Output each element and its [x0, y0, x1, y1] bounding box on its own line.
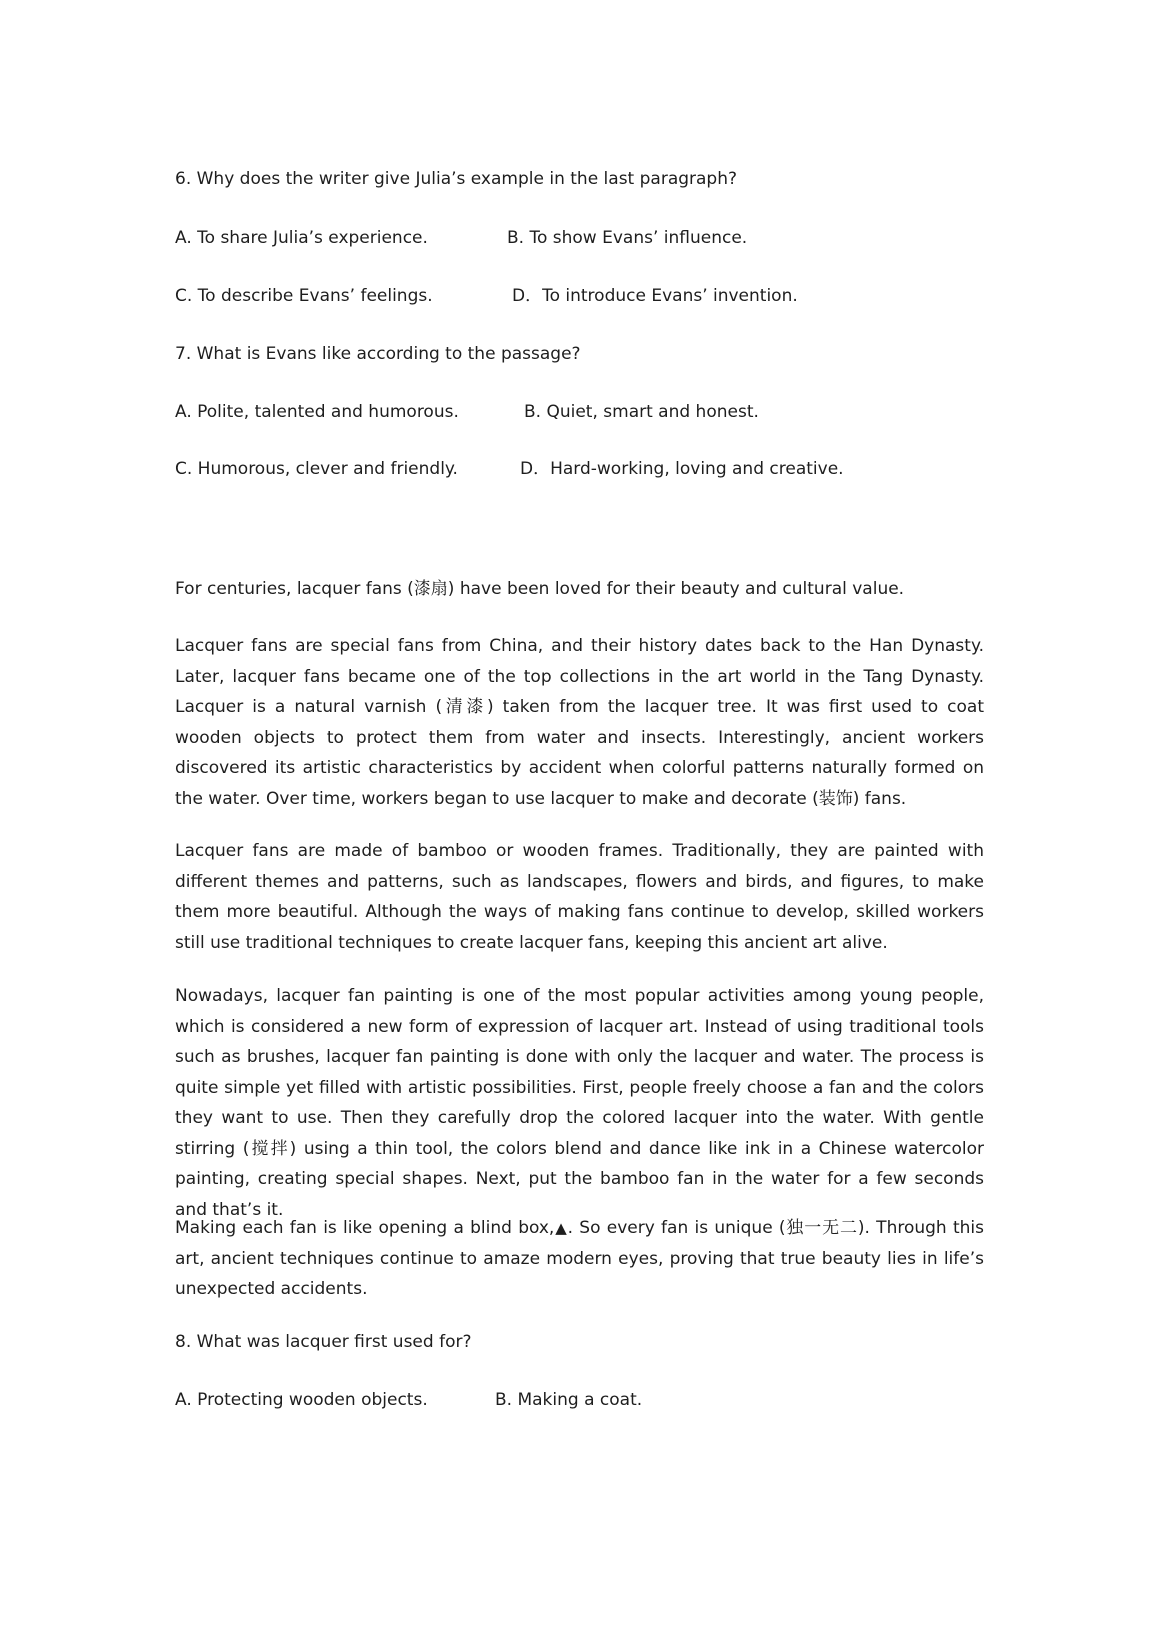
q7-option-d: D．Hard-working, loving and creative. [520, 459, 844, 479]
q7-option-c: C. Humorous, clever and friendly. [175, 459, 458, 479]
answer-blank: ▲ [554, 1219, 568, 1237]
passage-paragraph-4: Nowadays, lacquer fan painting is one of the most popular activities among young people, which is considered a new form of expression of lacquer art. Instead of using traditional tools such as brushes, lacquer fan painting is done with only the lacquer and water. The process is quite simple yet filled with artistic possibilities. First, people freely choose a fan and the colors they want to use. Then they carefully drop the colored lacquer into the water. With gentle stirring (搅拌) using a thin tool, the colors blend and dance like ink in a Chinese watercolor painting, creating special shapes. Next, put the bamboo fan in the water for a few seconds and that’s it. [175, 986, 984, 1220]
q7-option-a: A. Polite, talented and humorous. [175, 402, 459, 422]
question-7: 7. What is Evans like according to the passage? [175, 344, 581, 364]
passage-paragraph-3: Lacquer fans are made of bamboo or wooden frames. Traditionally, they are painted with different themes and patterns, such as landscapes, flowers and birds, and figures, to make them more beautiful. Although the ways of making fans continue to develop, skilled workers still use traditional techniques to create lacquer fans, keeping this ancient art alive. [175, 841, 984, 953]
q7-option-b: B. Quiet, smart and honest. [524, 402, 759, 422]
q8-option-a: A. Protecting wooden objects. [175, 1390, 428, 1410]
q6-option-d: D．To introduce Evans’ invention. [512, 286, 798, 306]
passage-paragraph-2: Lacquer fans are special fans from China, and their history dates back to the Han Dynasty. Later, lacquer fans became one of the top collections in the art world in the Tang Dynasty. Lacquer is a natural varnish (清漆) taken from the lacquer tree. It was first used to coat wooden objects to protect them from water and insects. Interestingly, ancient workers discovered its artistic characteristics by accident when colorful patterns naturally formed on the water. Over time, workers began to use lacquer to make and decorate (装饰) fans. [175, 636, 984, 809]
q6-option-a: A. To share Julia’s experience. [175, 228, 428, 248]
passage-paragraph-5 [175, 1213, 984, 1305]
q8-option-b: B. Making a coat. [495, 1390, 643, 1410]
paragraph-5-end: . So every fan is unique (独一无二). Through this art, ancient techniques continue to amaze modern eyes, proving that true beauty lies in life’s unexpected accidents. [175, 1218, 984, 1299]
passage-paragraph-1: For centuries, lacquer fans (漆扇) have been loved for their beauty and cultural value. [175, 579, 905, 599]
paragraph-5-start: Making each fan is like opening a blind box, [175, 1218, 555, 1238]
question-6: 6. Why does the writer give Julia’s example in the last paragraph? [175, 169, 738, 189]
q6-option-c: C. To describe Evans’ feelings. [175, 286, 433, 306]
q6-option-b: B. To show Evans’ influence. [507, 228, 748, 248]
question-8: 8. What was lacquer first used for? [175, 1332, 472, 1352]
